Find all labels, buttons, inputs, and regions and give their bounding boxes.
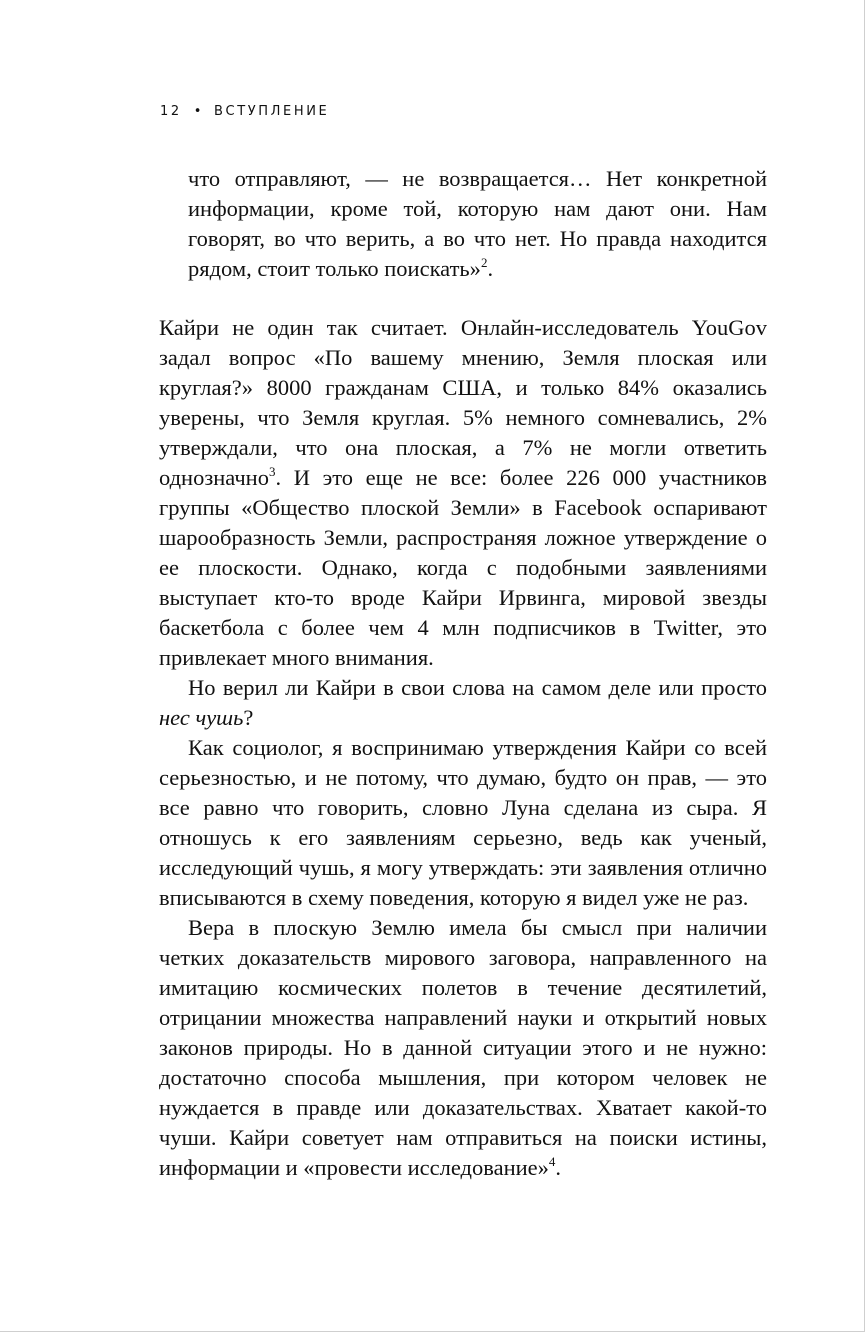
footnote-ref-4: 4 <box>548 1154 556 1169</box>
paragraph-1 <box>159 313 767 673</box>
quote-text: что отправляют, — не возвращается… Нет конкретной информации, кроме той, которую нам дают они. Нам говорят, во что верить, а во что нет. Но правда находится рядом, стоит только поискать» <box>188 166 767 281</box>
block-quote <box>188 164 767 284</box>
paragraph-4 <box>159 913 767 1183</box>
footnote-ref-2: 2 <box>480 255 488 270</box>
paragraph-2-italic: нес чушь <box>159 705 244 730</box>
paragraph-4-text: Вера в плоскую Землю имела бы смысл при наличии четких доказательств мирового заговора, направленного на имитацию космических полетов в течение десятилетий, отрицании множества направлений науки и открытий новых законов природы. Но в данной ситуации этого и не нужно: достаточно способа мышления, при котором человек не нуждается в правде или доказательствах. Хватает какой-то чуши. Кайри советует нам отправиться на поиски истины, информации и «провести исследование» <box>159 915 767 1180</box>
page-number: 12 <box>160 104 182 119</box>
quote-paragraph <box>188 164 767 284</box>
bullet-separator: • <box>193 104 205 119</box>
paragraph-3 <box>159 733 767 913</box>
paragraph-1-text-b: . И это еще не все: более 226 000 участников группы «Общество плоской Земли» в Facebook оспаривают шарообразность Земли, распространяя ложное утверждение о ее плоскости. Однако, когда с подобными заявлениями выступает кто-то вроде Кайри Ирвинга, мировой звезды баскетбола с более чем 4 млн подписчиков в Twitter, это привлекает много внимания. <box>159 465 767 670</box>
paragraph-3-text: Как социолог, я воспринимаю утверждения Кайри со всей серьезностью, и не потому, что думаю, будто он прав, — это все равно что говорить, словно Луна сделана из сыра. Я отношусь к его заявлениям серьезно, ведь как ученый, исследующий чушь, я могу утверждать: эти заявления отлично вписываются в схему поведения, которую я видел уже не раз. <box>159 735 767 910</box>
running-head <box>160 104 329 119</box>
paragraph-2-end: ? <box>243 705 254 730</box>
footnote-ref-3: 3 <box>268 464 276 479</box>
paragraph-2 <box>159 673 767 733</box>
section-title: ВСТУПЛЕНИЕ <box>214 104 330 119</box>
quote-end: . <box>487 256 494 281</box>
paragraph-2-text: Но верил ли Кайри в свои слова на самом деле или просто <box>188 675 767 700</box>
body-text <box>159 313 767 1183</box>
paragraph-4-end: . <box>555 1155 562 1180</box>
paragraph-1-text-a: Кайри не один так считает. Онлайн-исследователь YouGov задал вопрос «По вашему мнению, Земля плоская или круглая?» 8000 гражданам США, и только 84% оказались уверены, что Земля круглая. 5% немного сомневались, 2% утверждали, что она плоская, а 7% не могли ответить однозначно <box>159 315 767 490</box>
